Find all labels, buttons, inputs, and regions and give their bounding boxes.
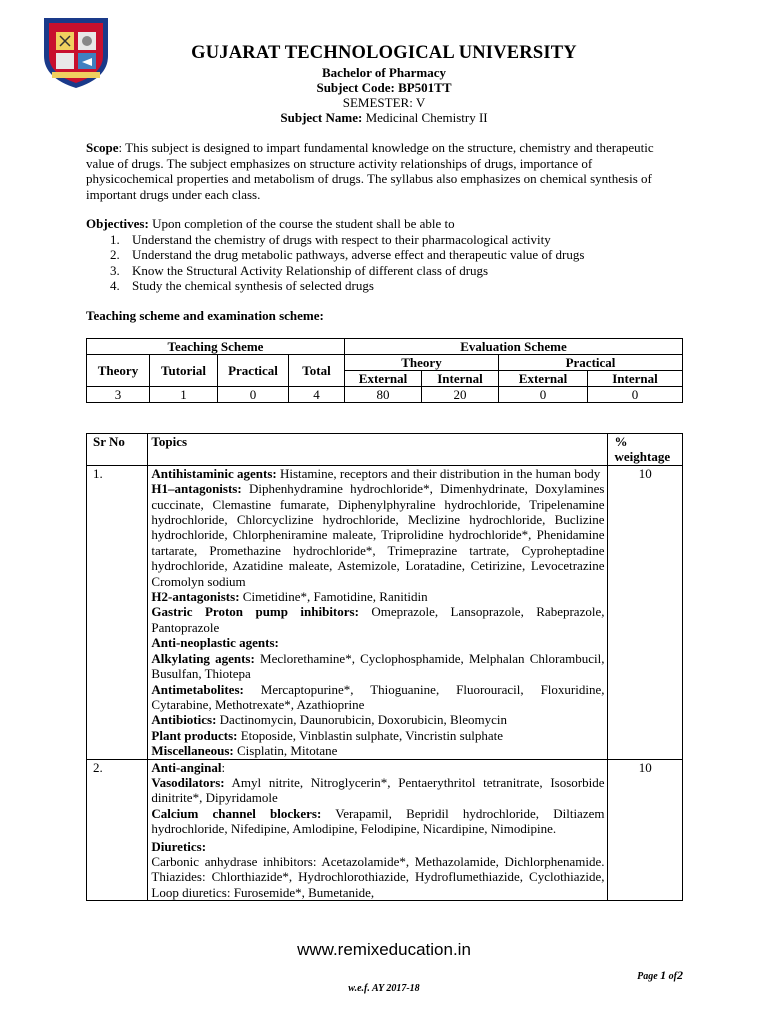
subject-name-line — [0, 110, 768, 125]
topic-block — [151, 604, 604, 635]
topic-block-label: Gastric Proton pump inhibitors: — [151, 604, 359, 620]
practical-internal-value: 0 — [588, 387, 683, 403]
topic-weightage: 10 — [608, 759, 683, 901]
page-prefix: Page — [637, 971, 658, 982]
topic-block-label: Antimetabolites: — [151, 681, 244, 697]
topic-block-label: Alkylating agents: — [151, 650, 255, 666]
topic-block-label: H1–antagonists: — [151, 481, 242, 497]
scope-paragraph — [86, 140, 664, 203]
evaluation-scheme-header: Evaluation Scheme — [345, 339, 683, 355]
topic-block — [151, 635, 604, 650]
topics-body — [87, 465, 683, 900]
theory-external-value: 80 — [345, 387, 422, 403]
scheme-heading: Teaching scheme and examination scheme: — [86, 308, 324, 323]
scheme-table — [86, 338, 683, 403]
eval-practical-header: Practical — [499, 355, 683, 371]
theory-value: 3 — [87, 387, 150, 403]
objective-text: Understand the chemistry of drugs with respect to their pharmacological activity — [132, 231, 551, 247]
objective-text: Study the chemical synthesis of selected drugs — [132, 277, 374, 293]
topic-block — [151, 760, 604, 775]
subject-name: Medicinal Chemistry II — [365, 110, 488, 125]
topic-block-text: Carbonic anhydrase inhibitors: Acetazolamide*, Methazolamide, Dichlorphenamide. Thiazides: Chlorthiazide*, Hydrochlorothiazide, Hydroflumethiazide, Cyclothiazide, Loop diuretics: Furosemide*, Bumetanide, — [151, 853, 605, 900]
page-number — [637, 968, 683, 983]
topic-block-text: Omeprazole, Lansoprazole, Rabeprazole, Pantoprazole — [151, 604, 605, 635]
page-of: of — [668, 971, 677, 982]
topic-block-label: Calcium channel blockers: — [151, 805, 322, 821]
topic-block-label: Antibiotics: — [151, 712, 217, 728]
objective-text: Know the Structural Activity Relationship of different class of drugs — [132, 262, 489, 278]
weightage-label: weightage — [614, 449, 671, 465]
topic-content — [148, 759, 608, 901]
scope-label: Scope — [86, 140, 119, 155]
objective-number: 1. — [110, 231, 120, 247]
website-footer: www.remixeducation.in — [297, 940, 471, 959]
topic-block-text: Dactinomycin, Daunorubicin, Doxorubicin, Bleomycin — [216, 712, 508, 728]
topic-block-label: Miscellaneous: — [151, 743, 234, 759]
theory-internal-value: 20 — [422, 387, 499, 403]
topic-block — [151, 481, 604, 589]
theory-internal-header: Internal — [422, 371, 499, 387]
tutorial-value: 1 — [150, 387, 218, 403]
objective-item — [86, 263, 664, 278]
weightage-header — [608, 434, 683, 466]
objectives-intro-line — [86, 216, 664, 232]
objective-number: 3. — [110, 262, 120, 278]
topic-block — [151, 466, 604, 481]
scope-text: : This subject is designed to impart fundamental knowledge on the structure, chemistry and therapeutic value of drugs. The subject emphasizes on structure activity relationships of drugs, importance of physicochemical properties and metabolism of drugs. The syllabus also emphasizes on chemical synthesis of important drugs under each class. — [86, 140, 654, 203]
topic-block-label: Plant products: — [151, 727, 238, 743]
topic-block-text: Etoposide, Vinblastin sulphate, Vincristin sulphate — [237, 727, 504, 743]
objective-text: Understand the drug metabolic pathways, adverse effect and therapeutic value of drugs — [132, 247, 585, 263]
page-total: 2 — [677, 968, 683, 982]
tutorial-header: Tutorial — [150, 355, 218, 387]
objectives-label: Objectives: — [86, 216, 149, 231]
topic-srno: 2. — [87, 759, 148, 901]
topic-block-label: Anti-neoplastic agents: — [151, 635, 279, 651]
topic-block — [151, 712, 604, 727]
objective-number: 4. — [110, 277, 120, 293]
topic-block — [151, 651, 604, 682]
topic-block-label: Diuretics: — [151, 838, 207, 854]
page-current: 1 — [660, 968, 667, 982]
topic-block — [151, 743, 604, 758]
objectives-intro: Upon completion of the course the student shall be able to — [152, 216, 455, 231]
objective-item — [86, 232, 664, 247]
wef-note: w.e.f. AY 2017-18 — [348, 983, 420, 994]
topic-block — [151, 682, 604, 713]
eval-theory-header: Theory — [345, 355, 499, 371]
weightage-percent: % — [614, 434, 628, 449]
srno-header: Sr No — [87, 434, 148, 466]
topic-block-text: Meclorethamine*, Cyclophosphamide, Melphalan Chlorambucil, Busulfan, Thiotepa — [151, 650, 605, 682]
objectives-list — [86, 232, 664, 294]
topics-table — [86, 433, 683, 901]
topic-row — [87, 759, 683, 901]
total-header: Total — [289, 355, 345, 387]
topics-header: Topics — [148, 434, 608, 466]
topic-weightage: 10 — [608, 465, 683, 759]
topic-block-text: Histamine, receptors and their distribution in the human body — [276, 465, 601, 481]
practical-header: Practical — [218, 355, 289, 387]
topic-block-text: Cimetidine*, Famotidine, Ranitidin — [239, 589, 428, 605]
objective-number: 2. — [110, 247, 120, 263]
practical-value: 0 — [218, 387, 289, 403]
topic-block-label: Antihistaminic agents: — [151, 465, 277, 481]
university-title: GUJARAT TECHNOLOGICAL UNIVERSITY — [191, 43, 577, 63]
topic-block — [151, 589, 604, 604]
topic-block — [151, 854, 604, 900]
objectives-section — [86, 216, 664, 293]
topic-block — [151, 728, 604, 743]
program-name: Bachelor of Pharmacy — [322, 65, 446, 80]
objective-item — [86, 278, 664, 293]
topic-block — [151, 775, 604, 806]
topic-content — [148, 465, 608, 759]
subject-code: Subject Code: BP501TT — [316, 80, 452, 95]
practical-external-value: 0 — [499, 387, 588, 403]
theory-header: Theory — [87, 355, 150, 387]
total-value: 4 — [289, 387, 345, 403]
topic-srno: 1. — [87, 465, 148, 759]
topic-block-text: : — [221, 759, 226, 775]
topic-block-text: Amyl nitrite, Nitroglycerin*, Pentaerythritol tetranitrate, Isosorbide dinitrite*, Dipyridamole — [151, 774, 605, 806]
topic-block-text: Verapamil, Bepridil hydrochloride, Diltiazem hydrochloride, Nifedipine, Amlodipine, Felodipine, Nicardipine, Nimodipine. — [151, 805, 605, 837]
theory-external-header: External — [345, 371, 422, 387]
topic-block-text: Diphenhydramine hydrochloride*, Dimenhydrinate, Doxylamines cuccinate, Clemastine fumarate, Diphenylphyraline hydrochloride, Tripelenamine hydrochloride, Chlorcyclizine hydrochloride, Meclizine hydrochloride, Buclizine hydrochloride, Chlorpheniramine maleate, Triprolidine hydrochloride*, Phenidamine tartarate, Promethazine hydrochloride*, Trimeprazine tartrate, Cyproheptadine hydrochloride, Azatidine maleate, Astemizole, Loratadine, Cetirizine, Levocetrazine Cromolyn sodium — [151, 481, 605, 589]
teaching-scheme-header: Teaching Scheme — [87, 339, 345, 355]
topic-block — [151, 839, 604, 854]
topic-row — [87, 465, 683, 759]
practical-internal-header: Internal — [588, 371, 683, 387]
topic-block-label: H2-antagonists: — [151, 589, 240, 605]
topic-block-text: Cisplatin, Mitotane — [233, 743, 338, 759]
topic-block — [151, 806, 604, 837]
topic-block-text: Mercaptopurine*, Thioguanine, Fluorouracil, Floxuridine, Cytarabine, Methotrexate*, Azathioprine — [151, 681, 605, 712]
topic-block-label: Anti-anginal — [151, 759, 222, 775]
objective-item — [86, 247, 664, 262]
practical-external-header: External — [499, 371, 588, 387]
semester: SEMESTER: V — [342, 95, 426, 110]
topic-block-label: Vasodilators: — [151, 774, 225, 790]
subject-name-label: Subject Name: — [280, 110, 363, 125]
